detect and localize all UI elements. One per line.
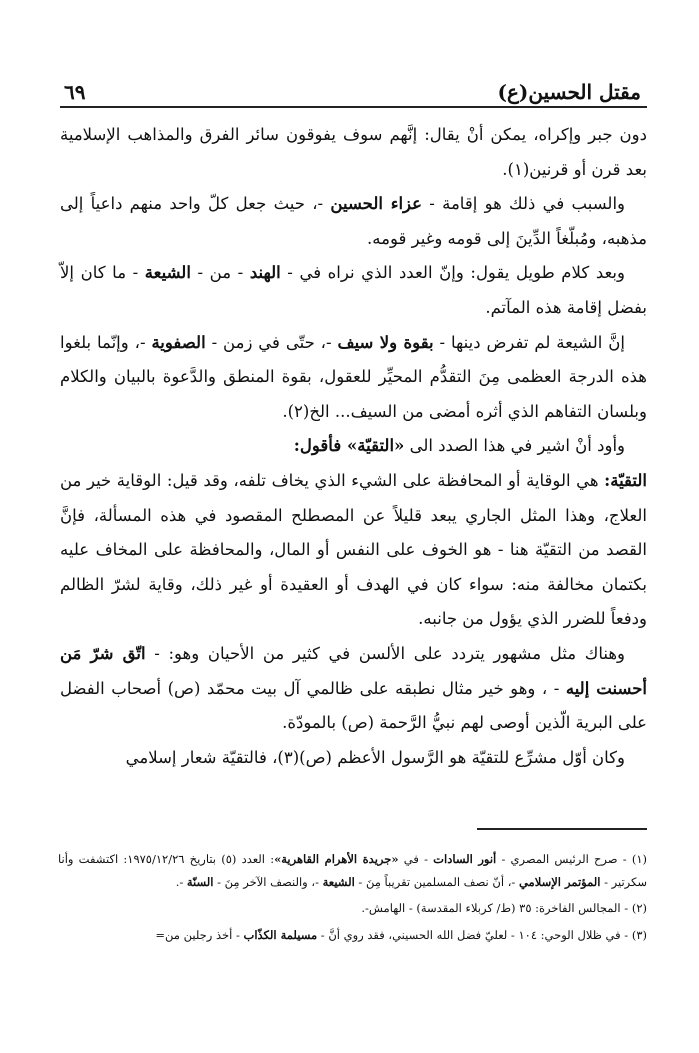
text-run: - من - [190, 263, 250, 283]
text-run: (١) - صرح الرئيس المصري - [496, 852, 648, 866]
running-title: مقتل الحسين(ع) [497, 80, 641, 104]
paragraph [60, 118, 647, 187]
text-run: . [502, 159, 508, 179]
paragraph [60, 256, 647, 325]
text-run: -، حتّى في زمن - [205, 332, 338, 352]
text-run: - ، وهو خير مثال نطبقه على ظالمي آل بيت محمّد (ص) أصحاب الفضل على البرية الّذين أوصى لهم نبيُّ الرَّحمة (ص) بالمودّة. [60, 678, 647, 733]
text-run: وأود أنْ اشير في هذا الصدد الى [404, 436, 625, 456]
paragraph [60, 326, 647, 430]
bold-text: اتّق شرّ مَن أحسنت إليه [60, 643, 647, 698]
bold-text: فأقول: [293, 436, 347, 456]
text-run: -، وإنّما بلغوا هذه الدرجة العظمى مِنَ التقدُّم المحيِّر للعقول، بقوة المنطق والدَّعوة بالبيان والكلام وبلسان التفاهم الذي أثره أمضى من السيف... الخ [60, 332, 647, 421]
text-run: ، فالتقيّة شعار إسلامي [125, 747, 278, 767]
bold-text: السنّة [186, 874, 214, 889]
text-run: (٣) - في ظلال الوحي: ١٠٤ - لعليّ فضل الله الحسيني، فقد روي أنَّ - [317, 927, 647, 942]
text-run: - ما كان إلاّ بفضل إقامة هذه المآتم. [60, 263, 647, 317]
text-run: والسبب في ذلك هو إقامة - [422, 194, 625, 214]
text-run: - في [398, 852, 434, 866]
bold-text: التقيّة: [604, 470, 647, 490]
text-run: : العدد (٥) بتاريخ ١٩٧٥/١٢/٢٦: اكتشفت وأنا سكرتير - [58, 852, 647, 889]
page-header [64, 74, 641, 104]
bold-text: الشيعة [144, 263, 191, 283]
text-run: دون جبر وإكراه، يمكن أنْ يقال: إنَّهم سوف يفوقون سائر الفرق والمذاهب الإسلامية بعد قرن أو قرنين [60, 125, 647, 179]
bold-text: الصفوية [151, 332, 206, 352]
bold-text: مسيلمة الكذّاب [243, 927, 318, 942]
paragraph [60, 429, 647, 464]
text-run: -، والنصف الآخر مِنَ - [213, 874, 323, 889]
page-number: ٦٩ [64, 80, 86, 104]
header-rule [60, 106, 647, 108]
bold-text: «جريدة الأهرام القاهرية» [274, 852, 399, 866]
bold-text: أنور السادات [433, 852, 497, 866]
bold-text: بقوة ولا سيف [337, 332, 434, 352]
text-run: (٢) - المجالس الفاخرة: ٣٥ (ط/ كربلاء المقدسة) - الهامش-. [361, 901, 647, 915]
text-run: . [282, 401, 288, 421]
footnote-separator [477, 828, 647, 830]
text-run: هي الوقاية أو المحافظة على الشيء الذي يخاف تلفه، وقد قيل: الوقاية خير من العلاج، وهذا المثل الجاري يبعد قليلاً عن المصطلح المقصود في هذه المسألة، فإنَّ القصد من التقيّة هنا - هو الخوف على النفس أو المال، والمحافظة على المخاف عليه بكتمان مخالفة منه: سواء كان في الهدف أو العقيدة أو غير ذلك، وقاية لشرّ الظالم ودفعاً للضرر الذي يؤول من جانبه. [60, 470, 647, 629]
text-run: وهناك مثل مشهور يتردد على الألسن في كثير من الأحيان وهو: - [145, 643, 625, 663]
bold-text: الهند [249, 263, 281, 283]
bold-text: «التقيّة» [346, 436, 405, 456]
paragraph [60, 187, 647, 256]
text-run: -. [175, 874, 187, 889]
text-run: وبعد كلام طويل يقول: وإنّ العدد الذي نراه في - [280, 263, 625, 283]
bold-text: المؤتمر الإسلامي [518, 874, 601, 889]
text-run: - أخذ رجلين من= [155, 927, 244, 942]
footnote [58, 897, 647, 920]
text-run: -، أنّ نصف المسلمين تقريباً مِنَ - [354, 874, 519, 889]
text-run: (٢) [287, 401, 310, 421]
text-run: (١) [507, 159, 530, 179]
footnotes [58, 848, 647, 950]
bold-text: الشيعة [322, 874, 355, 889]
footnote [58, 848, 647, 893]
paragraph [60, 741, 647, 776]
paragraph [60, 464, 647, 637]
footnote [58, 924, 647, 947]
text-run: -، حيث جعل كلّ واحد منهم داعياً إلى مذهبه، ومُبلّغاً الدِّينَ إلى قومه وغير قومه. [60, 194, 647, 248]
text-run: (٣) [277, 747, 300, 767]
body-text [60, 118, 647, 775]
bold-text: عزاء الحسين [330, 194, 422, 214]
paragraph [60, 637, 647, 741]
text-run: وكان أوّل مشرِّع للتقيّة هو الرَّسول الأعظم (ص) [299, 747, 625, 767]
text-run: إنَّ الشيعة لم تفرض دينها - [433, 332, 625, 352]
